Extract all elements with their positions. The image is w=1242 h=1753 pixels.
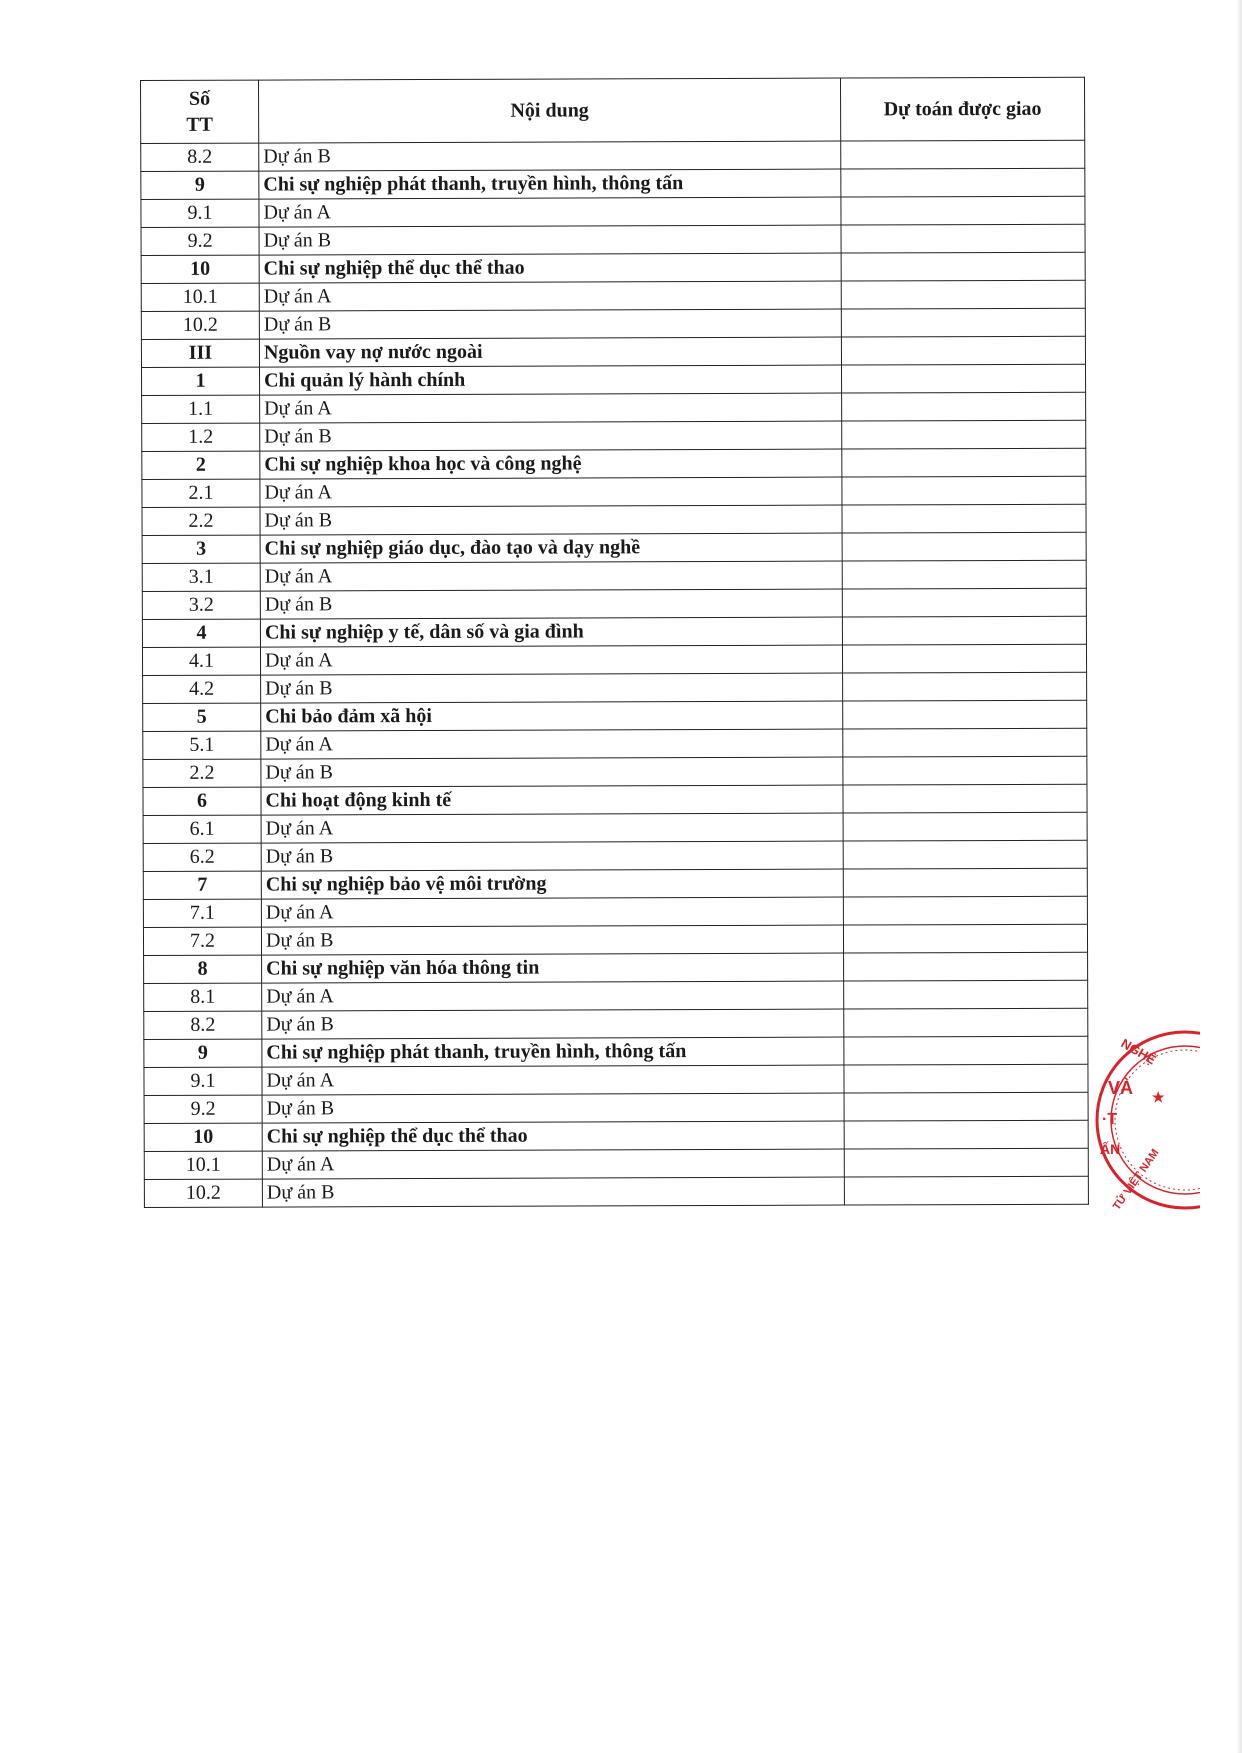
stamp-fragment-va: VÀ (1108, 1078, 1134, 1098)
row-serial-number: 1.1 (142, 395, 260, 423)
row-content: Nguồn vay nợ nước ngoài (259, 337, 841, 367)
row-content: Dự án B (261, 757, 843, 787)
row-serial-number: 2.2 (142, 507, 260, 535)
row-assigned-estimate (841, 364, 1085, 393)
table-row (141, 308, 1085, 339)
row-assigned-estimate (843, 896, 1087, 925)
header-content: Nội dung (259, 78, 841, 143)
row-content: Chi bảo đảm xã hội (261, 701, 843, 731)
table-row (144, 952, 1088, 983)
table-row (144, 1176, 1088, 1207)
row-assigned-estimate (843, 756, 1087, 785)
table-row (143, 924, 1087, 955)
row-content: Chi sự nghiệp giáo dục, đào tạo và dạy nghề (260, 533, 842, 563)
row-content: Dự án A (259, 281, 841, 311)
row-assigned-estimate (842, 644, 1086, 673)
row-content: Dự án A (260, 477, 842, 507)
budget-table (140, 77, 1089, 1208)
row-assigned-estimate (843, 672, 1087, 701)
row-assigned-estimate (843, 728, 1087, 757)
table-row (141, 140, 1085, 171)
table-row (143, 784, 1087, 815)
row-serial-number: 8 (144, 955, 262, 983)
table-row (144, 1064, 1088, 1095)
row-serial-number: 10.1 (144, 1151, 262, 1179)
row-content: Dự án A (260, 645, 842, 675)
row-serial-number: 9 (141, 171, 259, 199)
stamp-fragment-an: ẤN (1100, 1141, 1121, 1157)
row-serial-number: 9.1 (144, 1067, 262, 1095)
row-serial-number: 9.1 (141, 199, 259, 227)
row-assigned-estimate (844, 952, 1088, 981)
table-row (142, 392, 1086, 423)
row-assigned-estimate (844, 1176, 1088, 1205)
row-assigned-estimate (842, 616, 1086, 645)
table-row (142, 364, 1086, 395)
row-content: Chi sự nghiệp thể dục thể thao (259, 253, 841, 283)
row-content: Dự án A (260, 561, 842, 591)
row-content: Dự án A (262, 1149, 844, 1179)
row-content: Chi sự nghiệp y tế, dân số và gia đình (260, 617, 842, 647)
stamp-fragment-nghe: NGHỆ (1118, 1035, 1159, 1068)
row-assigned-estimate (842, 588, 1086, 617)
row-content: Dự án B (261, 841, 843, 871)
row-serial-number: 6.2 (143, 843, 261, 871)
row-assigned-estimate (841, 196, 1085, 225)
row-serial-number: 9.2 (144, 1095, 262, 1123)
table-row (141, 252, 1085, 283)
row-assigned-estimate (844, 1064, 1088, 1093)
row-content: Chi sự nghiệp văn hóa thông tin (262, 953, 844, 983)
row-serial-number: 3.1 (142, 563, 260, 591)
row-assigned-estimate (842, 532, 1086, 561)
table-row (143, 700, 1087, 731)
row-content: Chi sự nghiệp phát thanh, truyền hình, thông tấn (259, 169, 841, 199)
row-content: Chi sự nghiệp thể dục thể thao (262, 1121, 844, 1151)
row-assigned-estimate (841, 280, 1085, 309)
row-serial-number: 10 (141, 255, 259, 283)
table-row (144, 1120, 1088, 1151)
row-content: Dự án A (261, 729, 843, 759)
table-row (143, 756, 1087, 787)
row-assigned-estimate (843, 868, 1087, 897)
row-content: Dự án A (260, 393, 842, 423)
row-serial-number: 2 (142, 451, 260, 479)
row-content: Dự án B (260, 421, 842, 451)
row-assigned-estimate (842, 560, 1086, 589)
row-serial-number: 2.2 (143, 759, 261, 787)
table-row (141, 336, 1085, 367)
row-content: Dự án B (259, 141, 841, 171)
row-content: Chi quản lý hành chính (260, 365, 842, 395)
row-serial-number: 6 (143, 787, 261, 815)
table-row (142, 588, 1086, 619)
row-assigned-estimate (843, 700, 1087, 729)
svg-text:★: ★ (1152, 1089, 1165, 1105)
row-serial-number: 2.1 (142, 479, 260, 507)
table-header-row (141, 77, 1085, 143)
row-serial-number: 7.1 (143, 899, 261, 927)
row-content: Dự án B (262, 1009, 844, 1039)
table-row (142, 448, 1086, 479)
row-content: Dự án B (259, 309, 841, 339)
table-row (143, 896, 1087, 927)
table-row (143, 840, 1087, 871)
row-serial-number: 4.2 (143, 675, 261, 703)
row-assigned-estimate (844, 980, 1088, 1009)
row-serial-number: 3.2 (142, 591, 260, 619)
row-assigned-estimate (842, 504, 1086, 533)
row-content: Dự án B (262, 1177, 844, 1207)
row-content: Chi hoạt động kinh tế (261, 785, 843, 815)
stamp-fragment-t: ·T (1102, 1111, 1118, 1128)
row-serial-number: 4 (142, 619, 260, 647)
row-serial-number: 10 (144, 1123, 262, 1151)
table-row (142, 616, 1086, 647)
row-serial-number: 5.1 (143, 731, 261, 759)
table-row (144, 1008, 1088, 1039)
table-row (142, 532, 1086, 563)
row-content: Dự án A (259, 197, 841, 227)
row-content: Dự án A (261, 897, 843, 927)
row-serial-number: 10.2 (141, 311, 259, 339)
row-content: Dự án B (261, 673, 843, 703)
table-row (143, 728, 1087, 759)
row-content: Chi sự nghiệp khoa học và công nghệ (260, 449, 842, 479)
row-content: Dự án B (260, 589, 842, 619)
table-row (144, 1092, 1088, 1123)
row-serial-number: 5 (143, 703, 261, 731)
row-assigned-estimate (843, 840, 1087, 869)
row-serial-number: 7 (143, 871, 261, 899)
row-serial-number: III (141, 339, 259, 367)
table-row (142, 644, 1086, 675)
row-assigned-estimate (844, 1008, 1088, 1037)
row-assigned-estimate (842, 420, 1086, 449)
row-assigned-estimate (842, 448, 1086, 477)
header-serial-number: Số TT (141, 80, 259, 143)
row-serial-number: 9.2 (141, 227, 259, 255)
row-serial-number: 8.2 (141, 143, 259, 171)
row-serial-number: 8.1 (144, 983, 262, 1011)
stamp-fragment-viet-nam: TỬ VIỆT NAM (1110, 1147, 1162, 1213)
row-serial-number: 8.2 (144, 1011, 262, 1039)
row-content: Chi sự nghiệp phát thanh, truyền hình, thông tấn (262, 1037, 844, 1067)
table-row (144, 1036, 1088, 1067)
table-row (143, 672, 1087, 703)
row-assigned-estimate (843, 784, 1087, 813)
row-assigned-estimate (841, 140, 1085, 169)
row-assigned-estimate (841, 336, 1085, 365)
row-assigned-estimate (841, 308, 1085, 337)
row-assigned-estimate (844, 1036, 1088, 1065)
table-row (141, 196, 1085, 227)
row-content: Dự án B (261, 925, 843, 955)
table-row (144, 980, 1088, 1011)
row-serial-number: 10.1 (141, 283, 259, 311)
table-row (142, 560, 1086, 591)
row-content: Dự án B (262, 1093, 844, 1123)
row-serial-number: 7.2 (143, 927, 261, 955)
row-assigned-estimate (843, 812, 1087, 841)
table-row (142, 420, 1086, 451)
row-assigned-estimate (844, 1092, 1088, 1121)
row-content: Dự án B (259, 225, 841, 255)
row-content: Dự án B (260, 505, 842, 535)
table-body (141, 140, 1089, 1207)
header-assigned-estimate: Dự toán được giao (840, 77, 1084, 141)
row-assigned-estimate (844, 1120, 1088, 1149)
row-content: Dự án A (261, 813, 843, 843)
row-assigned-estimate (843, 924, 1087, 953)
table-row (141, 280, 1085, 311)
row-serial-number: 3 (142, 535, 260, 563)
table-row (143, 868, 1087, 899)
table-row (142, 504, 1086, 535)
row-serial-number: 9 (144, 1039, 262, 1067)
row-serial-number: 4.1 (142, 647, 260, 675)
table-row (141, 224, 1085, 255)
red-seal-stamp-icon (1090, 1020, 1200, 1220)
table-row (141, 168, 1085, 199)
row-assigned-estimate (842, 476, 1086, 505)
row-content: Dự án A (262, 1065, 844, 1095)
row-assigned-estimate (841, 168, 1085, 197)
row-serial-number: 1.2 (142, 423, 260, 451)
row-assigned-estimate (844, 1148, 1088, 1177)
table-row (142, 476, 1086, 507)
scan-edge-shadow (1236, 0, 1242, 1753)
row-assigned-estimate (842, 392, 1086, 421)
row-assigned-estimate (841, 252, 1085, 281)
row-assigned-estimate (841, 224, 1085, 253)
table-row (143, 812, 1087, 843)
row-serial-number: 1 (142, 367, 260, 395)
row-serial-number: 10.2 (144, 1179, 262, 1207)
row-serial-number: 6.1 (143, 815, 261, 843)
row-content: Dự án A (262, 981, 844, 1011)
row-content: Chi sự nghiệp bảo vệ môi trường (261, 869, 843, 899)
table-row (144, 1148, 1088, 1179)
